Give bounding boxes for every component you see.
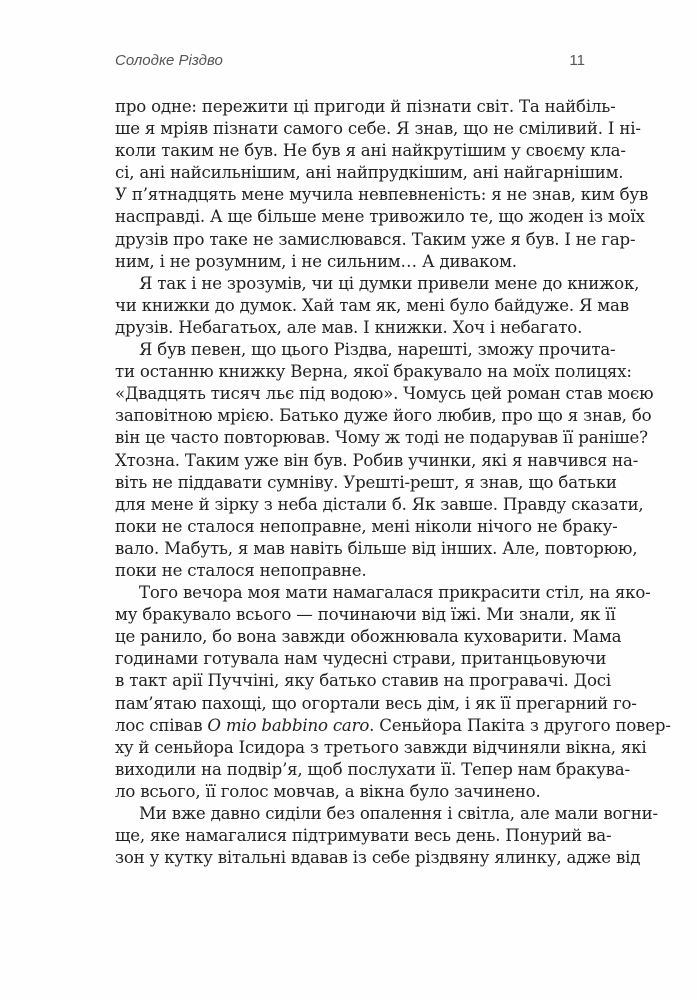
text-line: коли таким не був. Не був я ані найкрутішим у своєму кла- (115, 141, 626, 161)
text-line: віть не піддавати сумніву. Урешті-решт, я знав, що батьки (115, 472, 617, 492)
text-line: про одне: пережити ці пригоди й пізнати світ. Та найбіль- (115, 97, 616, 116)
paragraph (115, 582, 671, 803)
text-line: поки не сталося непоправне. (115, 560, 367, 580)
text-line: насправді. А ще більше мене тривожило те, що жоден із моїх (115, 207, 645, 227)
text-line: ще, яке намагалися підтримувати весь день. Понурий ва- (115, 826, 612, 846)
paragraph (115, 273, 640, 339)
text-line: виходили на подвір’я, щоб послухати її. Тепер нам бракува- (115, 759, 630, 779)
text-line: друзів про таке не замислювався. Таким уже я був. І не гар- (115, 229, 636, 249)
text-line: ти останню книжку Верна, якої бракувало на моїх полицях: (115, 362, 632, 382)
text-line: в такт арії Пуччіні, яку батько ставив на програвачі. Досі (115, 671, 611, 691)
text-segment: . Сеньйора Пакіта з другого повер- (369, 715, 671, 735)
text-line: ше я мріяв пізнати самого себе. Я знав, що не сміливий. І ні- (115, 119, 641, 139)
italic-song-title: O mio babbino caro (207, 715, 370, 735)
text-line: поки не сталося непоправне, мені ніколи нічого не браку- (115, 516, 618, 536)
text-line: Я так і не зрозумів, чи ці думки привели мене до книжок, (139, 273, 640, 293)
text-line: сі, ані найсильнішим, ані найпрудкішим, ані найгарнішим. (115, 163, 624, 183)
text-line: друзів. Небагатьох, але мав. І книжки. Хоч і небагато. (115, 317, 583, 337)
page-number: 11 (569, 52, 585, 69)
text-line: годинами готувала нам чудесні страви, пританцьовуючи (115, 649, 607, 669)
text-line: заповітною мрією. Батько дуже його любив, про що я знав, бо (115, 406, 652, 426)
text-line: «Двадцять тисяч льє під водою». Чомусь цей роман став моєю (115, 384, 654, 404)
text-line: це ранило, бо вона завжди обожнювала куховарити. Мама (115, 627, 622, 647)
paragraph (115, 339, 654, 582)
text-line: У п’ятнадцять мене мучила невпевненість: я не знав, ким був (115, 185, 649, 205)
text-line: він це часто повторював. Чому ж тоді не подарував її раніше? (115, 428, 648, 448)
text-line: му бракувало всього — починаючи від їжі. Ми знали, як її (115, 605, 616, 625)
paragraph (115, 96, 649, 273)
text-line: для мене й зірку з неба дістали б. Як завше. Правду сказати, (115, 494, 644, 514)
page-body (115, 96, 671, 869)
text-line: пам’ятаю пахощі, що огортали весь дім, і як її прегарний го- (115, 693, 637, 713)
paragraph (115, 803, 658, 869)
text-line: Того вечора моя мати намагалася прикрасити стіл, на яко- (139, 583, 651, 603)
text-line: чи книжки до думок. Хай там як, мені було байдуже. Я мав (115, 295, 629, 315)
text-segment: лос співав (115, 715, 208, 735)
text-line: вало. Мабуть, я мав навіть більше від інших. Але, повторюю, (115, 538, 638, 558)
running-title: Солодке Різдво (115, 52, 223, 69)
text-line-with-italic (115, 715, 671, 737)
text-line: Ми вже давно сиділи без опалення і світла, але мали вогни- (139, 804, 658, 823)
text-line: Я був певен, що цього Різдва, нарешті, зможу прочита- (139, 340, 616, 360)
text-line: Хтозна. Таким уже він був. Робив учинки, які я навчився на- (115, 450, 639, 470)
text-line: ло всього, її голос мовчав, а вікна було зачинено. (115, 781, 541, 801)
text-line: ним, і не розумним, і не сильним… А диваком. (115, 251, 517, 271)
text-line: хy й сеньйора Ісидора з третього завжди відчиняли вікна, які (115, 737, 647, 757)
text-line: зон у кутку вітальні вдавав із себе різдвяну ялинку, адже від (115, 848, 641, 868)
running-header (115, 52, 585, 74)
